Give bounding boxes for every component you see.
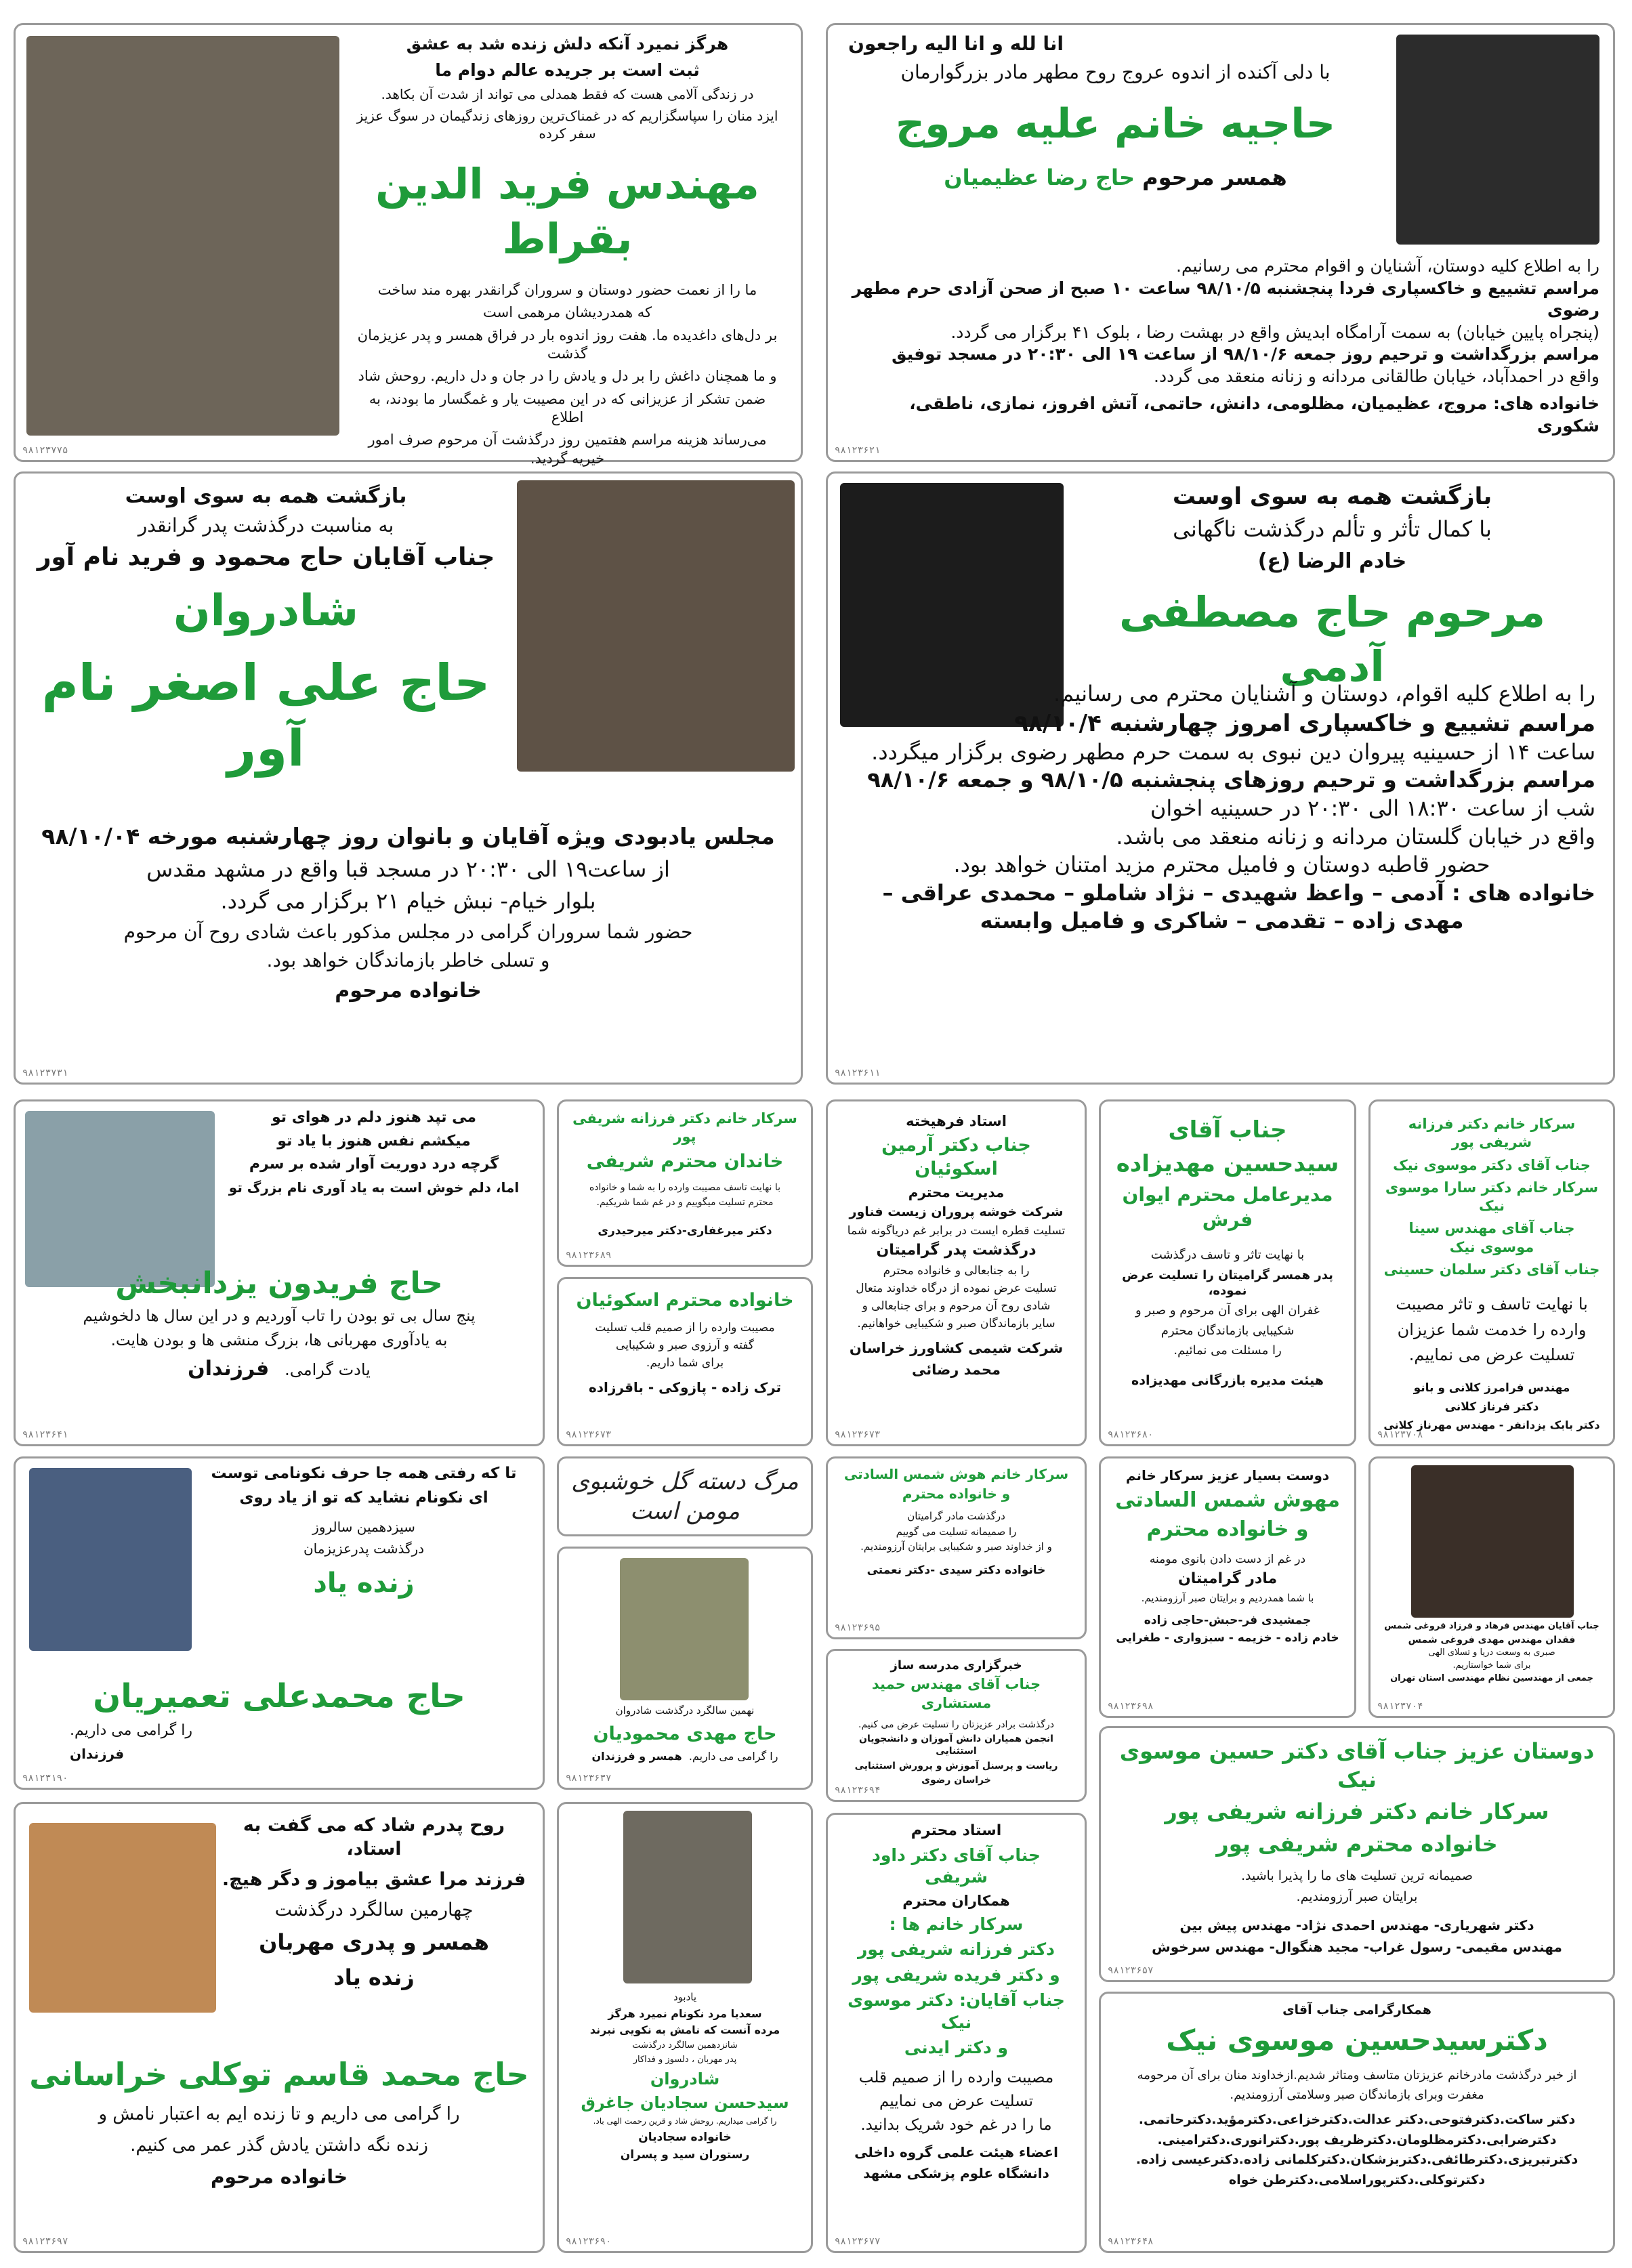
verse-line-2: میکشم نفس هنوز با یاد تو bbox=[277, 1132, 471, 1150]
memorial-label: یادبود bbox=[673, 1991, 697, 2003]
funeral-time: ساعت ۱۴ از حسینیه پیروان دین نبوی به سمت حرم مطهر رضوی برگزار میگردد. bbox=[871, 738, 1595, 765]
company-line: شرکت خوشه پروران زیست فناور bbox=[849, 1204, 1064, 1220]
body-line-4: شکیبایی بازماندگان محترم bbox=[1160, 1323, 1295, 1338]
signature: خانواده مرحوم bbox=[211, 2166, 348, 2189]
body-line-3: را به جنابعالی و خانواده محترم bbox=[883, 1263, 1030, 1278]
signature-line-3: دکترتبریزی.دکترطائفی.دکتربزشکان.دکترکلمانی زاده.دکترعیسی زاده. bbox=[1135, 2152, 1578, 2168]
title-line: خادم الرضا (ع) bbox=[1257, 549, 1407, 573]
ad-code: ۹۸۱۲۳۶۷۳ bbox=[835, 1429, 881, 1440]
ad-code: ۹۸۱۲۳۶۵۷ bbox=[1108, 1965, 1154, 1976]
notice-oskouian-family bbox=[557, 1277, 813, 1446]
ad-code: ۹۸۱۲۳۶۴۱ bbox=[22, 1429, 68, 1440]
body-line-3: بر دل‌های داغدیده ما. هفت روز اندوه بار در فراق همسر و پدر عزیزمان گذشت bbox=[357, 327, 778, 362]
body-line-2: وارده را خدمت شما عزیزان bbox=[1397, 1320, 1587, 1339]
portrait-photo bbox=[26, 36, 339, 436]
portrait-photo bbox=[623, 1811, 752, 1983]
notice-fereydoun-yazdanbakhsh bbox=[14, 1099, 545, 1446]
body-line-2: برای شما خواستاریم. bbox=[1452, 1660, 1531, 1671]
deceased-name: حاج مهدی محمودیان bbox=[593, 1723, 777, 1744]
notice-aliasghar-namavar bbox=[14, 471, 803, 1085]
body-line-3: و از خداوند صبر و شکیبایی برایتان آرزومندیم. bbox=[860, 1540, 1052, 1553]
title-line: همکارگرامی جناب آقای bbox=[1282, 2002, 1431, 2017]
relation-line: همسر و پدری مهربان bbox=[259, 1929, 489, 1956]
ad-code: ۹۸۱۲۳۶۹۸ bbox=[1108, 1701, 1154, 1712]
title-line: استاد محترم bbox=[911, 1822, 1002, 1839]
signature: خانواده مرحوم bbox=[335, 978, 482, 1003]
body-line-2: درگذشت پدر گرامیتان bbox=[876, 1242, 1037, 1259]
spouse-label: همسر مرحوم bbox=[1142, 164, 1287, 190]
portrait-photo bbox=[517, 480, 795, 772]
deceased-name: حاج علی اصغر نام آور bbox=[41, 654, 490, 778]
intro-line-2: ایزد منان را سپاسگزاریم که در غمناک‌ترین روزهای زندگیمان در سوگ عزیز سفر کرده bbox=[356, 108, 778, 142]
body-line-1: درگذشت برادر عزیزتان را تسلیت عرض می کنیم. bbox=[858, 1719, 1054, 1730]
deceased-name: مرحوم حاج مصطفی آدمی bbox=[1119, 587, 1545, 692]
closing-line: حضور قاطبه دوستان و فامیل محترم مزید امتنان خواهد بود. bbox=[953, 852, 1490, 878]
body-line-1: با نهایت تاثر و تاسف درگذشت bbox=[1150, 1248, 1305, 1263]
signature-line-2: رستوران سید و پسران bbox=[620, 2147, 750, 2162]
addressee: خانواده محترم اسکوئیان bbox=[576, 1290, 794, 1311]
notice-foroughishams bbox=[1368, 1456, 1615, 1718]
anniversary-line: نهمین سالگرد درگذشت شادروان bbox=[615, 1704, 755, 1717]
funeral-line-1: مراسم تشییع و خاکسپاری فردا پنجشنبه ۹۸/۱۰/۵ ساعت ۱۰ صبح از صحن آزادی حرم مطهر رضوی bbox=[852, 278, 1599, 320]
ad-code: ۹۸۱۲۳۶۳۷ bbox=[566, 1773, 612, 1784]
notice-alieh-moravej bbox=[826, 23, 1615, 462]
addressee-name: جناب دکتر آرمین اسکوئیان bbox=[881, 1135, 1031, 1180]
body-line-1: با نهایت تاسف مصیبت وارده را به شما و خانواده bbox=[589, 1181, 781, 1193]
signature-line-1: جمشیدی فر-حبش-حاجی زاده bbox=[1144, 1614, 1312, 1628]
ad-code: ۹۸۱۲۳۶۷۳ bbox=[566, 1429, 612, 1440]
relation-line: پدر مهربان ، دلسوز و فداکار bbox=[633, 2054, 737, 2065]
memorial-line-1: مراسم بزرگداشت و ترحیم روز جمعه ۹۸/۱۰/۶ از ساعت ۱۹ الی ۲۰:۳۰ در مسجد توفیق bbox=[892, 344, 1599, 364]
body-line-1: صبری به وسعت دریا و تسلای الهی bbox=[1428, 1647, 1555, 1658]
notice-oskouian-company bbox=[826, 1099, 1087, 1446]
body-line-1: درگذشت مادر گرامیتان bbox=[907, 1510, 1005, 1522]
closing-line-1: حضور شما سروران گرامی در مجلس مذکور باعث شادی روح آن مرحوم bbox=[123, 921, 693, 944]
body-line-3: با شما همدردیم و برایتان صبر آرزومندیم. bbox=[1141, 1591, 1314, 1604]
body-line-2: گفته و آرزوی صبر و شکیبایی bbox=[616, 1339, 754, 1353]
body-line-1: با نهایت تاسف و تاثر مصیبت bbox=[1396, 1295, 1588, 1314]
deceased-name: مهندس فرید الدین بقراط bbox=[375, 159, 759, 264]
title-line: استاد فرهیخته bbox=[906, 1113, 1007, 1129]
body-line-2: که همدردیشان مرهمی است bbox=[482, 304, 652, 321]
portrait-photo bbox=[1411, 1465, 1574, 1618]
verse-line-2: فرزند مرا عشق بیاموز و دگر هیچ. bbox=[222, 1869, 526, 1891]
body-line-1: مصیبت وارده را از صمیم قلب تسلیت bbox=[595, 1321, 775, 1335]
body-line-1: ما را از نعمت حضور دوستان و سروران گرانقدر بهره مند ساخت bbox=[377, 282, 757, 299]
signature-line-2: دکتر فرناز کلانی bbox=[1444, 1400, 1539, 1414]
families-line-2: مهدی زاده – تقدمی – شاکری و فامیل وابسته bbox=[980, 908, 1464, 934]
memorial-line: مراسم بزرگداشت و ترحیم روزهای پنجشنبه ۹۸/۱۰/۵ و جمعه ۹۸/۱۰/۶ bbox=[867, 767, 1595, 793]
portrait-photo bbox=[1396, 35, 1599, 245]
notice-mahdizadeh bbox=[1099, 1099, 1356, 1446]
verse-line-1: روح پدرم شاد که می گفت به استاد، bbox=[243, 1815, 505, 1860]
notice-sharifi-family bbox=[557, 1099, 813, 1267]
intro-line: درگذشت پدرعزیزمان bbox=[303, 1540, 425, 1557]
addressee-line-5: جناب آقایان: دکتر موسوی نیک bbox=[848, 1990, 1065, 2032]
opening-verse: بازگشت همه به سوی اوست bbox=[1172, 483, 1492, 510]
info-line: را به اطلاع کلیه دوستان، آشنایان و اقوام محترم می رسانیم. bbox=[1176, 256, 1599, 276]
ad-code: ۹۸۱۲۳۶۱۱ bbox=[835, 1068, 881, 1078]
ad-code: ۹۸۱۲۳۱۹۰ bbox=[22, 1773, 68, 1784]
portrait-photo bbox=[29, 1823, 216, 2013]
memorial-line-2: واقع در احمدآباد، خیابان طالقانی مردانه و زنانه منعقد می گردد. bbox=[1154, 366, 1599, 386]
body-line: را گرامی می داریم. bbox=[70, 1722, 192, 1740]
signature: خانواده دکتر سیدی -دکتر نعمتی bbox=[866, 1563, 1046, 1577]
body-line-3: یادت گرامی. bbox=[285, 1360, 371, 1379]
body-line-2: مغفرت وبرای بازماندگان صبر وسلامتی آرزومندیم. bbox=[1230, 2087, 1484, 2102]
title-line: خبرگزاری مدرسه ساز bbox=[890, 1658, 1022, 1673]
portrait-photo bbox=[29, 1468, 192, 1651]
verse-line-1: هرگز نمیرد آنکه دلش زنده شد به عشق bbox=[406, 34, 729, 54]
ad-code: ۹۸۱۲۳۷۰۸ bbox=[1377, 1429, 1423, 1440]
anniversary-line: شانزدهمین سالگرد درگذشت bbox=[632, 2040, 738, 2051]
honorific: شادروان bbox=[650, 2069, 720, 2088]
notice-shamsolsadati-2 bbox=[1099, 1456, 1356, 1718]
memorial-time: شب از ساعت ۱۸:۳۰ الی ۲۰:۳۰ در حسینیه اخوان bbox=[1150, 795, 1595, 821]
verse-line-2: ثبت است بر جریده عالم دوام ما bbox=[435, 60, 700, 80]
addressee-line-3: دکتر فرزانه شریفی پور bbox=[858, 1939, 1055, 1960]
ad-code: ۹۸۱۲۳۶۴۸ bbox=[1108, 2236, 1154, 2247]
addressee-name: جناب آقای مهندس حمید مستشاری bbox=[871, 1676, 1041, 1711]
ad-code: ۹۸۱۲۳۶۸۰ bbox=[1108, 1429, 1154, 1440]
families-line: خانواده های: مروج، عظیمیان، مظلومی، دانش، حاتمی، آتش افروز، نمازی، ناطقی، شکوری bbox=[909, 394, 1599, 436]
body-line-1: در غم از دست دادن بانوی مومنه bbox=[1149, 1553, 1306, 1566]
portrait-photo bbox=[620, 1558, 749, 1700]
verse-line-4: اما، دلم خوش است به یاد آوری نام بزرگ تو bbox=[228, 1179, 520, 1196]
body-line-3: برای شما داریم. bbox=[646, 1356, 724, 1370]
body-line-2: برایتان صبر آرزومندیم. bbox=[1296, 1889, 1418, 1905]
ad-code: ۹۸۱۲۳۷۷۵ bbox=[22, 445, 68, 456]
signature-line-2: دانشگاه علوم پزشکی مشهد bbox=[863, 2164, 1049, 2181]
verse-line-2: ای نکونام نشاید که تو از یاد روی bbox=[239, 1488, 488, 1507]
body-line-1: صمیمانه ترین تسلیت های ما را پذیرا باشید. bbox=[1241, 1868, 1473, 1884]
body-line-1: مصیبت وارده را از صمیم قلب bbox=[858, 2068, 1054, 2086]
body-line-1: پنج سال بی تو بودن را تاب آوردیم و در این سال ها دلخوشیم bbox=[83, 1307, 476, 1326]
body-line-5: ضمن تشکر از عزیزانی که در این مصیبت یار و غمگسار ما بودند، به اطلاع bbox=[369, 390, 766, 425]
signature-name: محمد رضائی bbox=[911, 1361, 1001, 1378]
body-line: را گرامی می داریم. bbox=[688, 1749, 778, 1763]
body-line-5: شادی روح آن مرحوم و برای جنابعالی و bbox=[862, 1299, 1051, 1314]
addressee-line-1: سرکار خانم دکتر فرزانه شریفی پور bbox=[572, 1110, 797, 1146]
ad-code: ۹۸۱۲۳۶۲۱ bbox=[835, 445, 881, 456]
deceased-name: حاج محمد قاسم توکلی خراسانی bbox=[29, 2056, 529, 2093]
deceased-name: سیدحسن سجادیان جاغرق bbox=[581, 2093, 789, 2113]
addressee-line-1: سرکار خانم هوش شمس السادتی bbox=[843, 1466, 1069, 1482]
addressee-line-6: و دکتر ایدنی bbox=[904, 2038, 1009, 2058]
signature-line-1: خانواده سجادیان bbox=[638, 2130, 732, 2144]
body-line-2: زنده نگه داشتن یادش گذر عمر می کنیم. bbox=[130, 2135, 428, 2156]
sons-line: جناب آقایان حاج محمود و فرید نام آور bbox=[37, 543, 495, 572]
notice-faridoddin-boghrat bbox=[14, 23, 803, 467]
colleagues-line: همکاران محترم bbox=[902, 1892, 1010, 1909]
deceased-name: حاج محمدعلی تعمیریان bbox=[93, 1677, 465, 1715]
ad-code: ۹۸۱۲۳۶۸۹ bbox=[566, 1250, 612, 1261]
calligraphy-text: مرگ دسته گل خوشبوی مومن است bbox=[571, 1467, 799, 1525]
intro-line: با دلی آکنده از اندوه عروج روح مطهر مادر بزرگوارمان bbox=[900, 61, 1331, 84]
signature: جمعی از مهندسین نظام مهندسی استان تهران bbox=[1390, 1673, 1593, 1683]
families-line-1: خانواده های : آدمی – واعظ شهیدی – نژاد شاملو – محمدی عراقی – bbox=[882, 879, 1595, 906]
opening-verse: بازگشت همه به سوی اوست bbox=[125, 484, 407, 508]
addressee-line-1: دوستان عزیز جناب آقای دکتر حسین موسوی نیک bbox=[1119, 1738, 1595, 1792]
ad-code: ۹۸۱۲۳۶۹۰ bbox=[566, 2236, 612, 2247]
body-line-2: به یادآوری مهربانی ها، بزرگ منشی ها و بودن هایت. bbox=[110, 1332, 448, 1350]
notice-mostafa-adami bbox=[826, 471, 1615, 1085]
body-line-2: پدر همسر گرامیتان را تسلیت عرض نموده، bbox=[1122, 1267, 1333, 1298]
body-line-1: از خبر درگذشت مادرخانم عزیزتان متاسف ومتاثر شدیم.ازخداوند منان برای آن مرحومه bbox=[1137, 2068, 1577, 2083]
body-line: را گرامی میداریم. روحش شاد و قرین رحمت الهی باد. bbox=[593, 2116, 777, 2126]
ceremony-line-3: بلوار خیام- نبش خیام ۲۱ برگزار می گردد. bbox=[220, 888, 596, 915]
signature-line-1: انجمن همیاران دانش آموزان و دانشجویان استثنایی bbox=[859, 1734, 1053, 1757]
signature-company: شرکت شیمی کشاورز خراسان bbox=[849, 1340, 1064, 1357]
calligraphy-banner bbox=[557, 1456, 813, 1536]
verse-line-3: گرچه درد دوریت آوار شده بر سرم bbox=[249, 1156, 499, 1173]
notice-seyedhasan-sajjadian bbox=[557, 1802, 813, 2253]
body-line-2: مادر گرامیتان bbox=[1177, 1570, 1278, 1588]
notice-mehdi-mahmoudian bbox=[557, 1547, 813, 1790]
ceremony-line-1: مجلس یادبودی ویژه آقایان و بانوان روز چهارشنبه مورخه ۹۸/۱۰/۰۴ bbox=[41, 823, 775, 849]
body-line-4: و ما همچنان داغش را بر دل و یادش را در جان و دل داریم. روحش شاد bbox=[358, 368, 777, 385]
addressee-line-2: سرکار خانم ها : bbox=[889, 1914, 1024, 1934]
signature-line-1: دکتر ساکت.دکترفتوحی.دکتر عدالت.دکترخزاعی.دکترمؤید.دکترحاتمی. bbox=[1138, 2112, 1576, 2128]
addressee-name: دکترسیدحسین موسوی نیک bbox=[1166, 2023, 1548, 2057]
notice-mohammadali-tamirian bbox=[14, 1456, 545, 1790]
addressee-line: جناب آقایان مهندس فرهاد و فرزاد فروغی شمس bbox=[1384, 1621, 1599, 1631]
signature-line-2: دکترضرابی.دکترمظلومان.دکترظریف پور.دکترانوری.دکترامینی. bbox=[1157, 2132, 1557, 2147]
addressee-line-1: سرکار خانم دکتر فرزانه شریفی پور bbox=[1408, 1116, 1576, 1151]
notice-davood-sharifi bbox=[826, 1813, 1087, 2253]
info-line: را به اطلاع کلیه اقوام، دوستان و آشنایان محترم می رسانیم. bbox=[1053, 681, 1595, 707]
signature: دکتر میرغفاری-دکتر میرحیدری bbox=[598, 1224, 772, 1238]
verse-line-1: تا که رفتی همه جا حرف نکونامی توست bbox=[211, 1465, 517, 1482]
signature-line-4: دکترتوکلی.دکترپوراسلامی.دکترطن خواه bbox=[1228, 2172, 1486, 2188]
ad-code: ۹۸۱۲۳۶۹۵ bbox=[835, 1622, 881, 1633]
addressee-line-2: سرکار خانم دکتر فرزانه شریفی پور bbox=[1165, 1799, 1549, 1825]
deceased-name: حاج فریدون یزدانبخش bbox=[115, 1266, 443, 1301]
addressee-line-4: و دکتر فریده شریفی پور bbox=[852, 1965, 1060, 1985]
notice-sharifipour-kalani bbox=[1368, 1099, 1615, 1446]
addressee-line-1: جناب آقای دکتر داود شریفی bbox=[872, 1845, 1041, 1887]
addressee-line-5: جناب آقای دکتر سلمان حسینی bbox=[1383, 1261, 1600, 1278]
verse-line-1: سعدیا مرد نکونام نمیرد هرگز bbox=[608, 2007, 762, 2020]
signature-line-2: ریاست و پرسنل آموزش و پرورش استثنایی bbox=[854, 1760, 1058, 1771]
signature-line-2: مهندس مقیمی- رسول غراب- مجید هنگوال- مهندس سرخوش bbox=[1152, 1938, 1562, 1955]
ad-code: ۹۸۱۲۳۷۰۴ bbox=[1377, 1701, 1423, 1712]
ad-code: ۹۸۱۲۳۶۹۷ bbox=[22, 2236, 68, 2247]
role-line: مدیریت محترم bbox=[908, 1184, 1005, 1201]
notice-mousavinik-colleagues bbox=[1099, 1992, 1615, 2253]
body-line-3: ما را در غم خود شریک بدانید. bbox=[860, 2116, 1052, 2134]
signature: ترک زاده - پازوکی - باقرزاده bbox=[588, 1379, 782, 1396]
addressee-title: جناب آقای bbox=[1168, 1116, 1287, 1143]
signature: فرزندان bbox=[188, 1356, 270, 1381]
deceased-name: حاجیه خانم علیه مروج bbox=[895, 100, 1336, 148]
verse-line-2: مرده آنست که نامش به نکویی نبرند bbox=[589, 2023, 780, 2037]
ad-code: ۹۸۱۲۳۷۳۱ bbox=[22, 1068, 68, 1078]
funeral-line: مراسم تشییع و خاکسپاری امروز چهارشنبه ۹۸/۱۰/۴ bbox=[1014, 709, 1595, 737]
body-line-6: می‌رساند هزینه مراسم هفتمین روز درگذشت آن مرحوم صرف امور خیریه گردید. bbox=[368, 432, 767, 467]
addressee-name: مهوش شمس السادتی bbox=[1115, 1488, 1340, 1512]
addressee-family: و خانواده محترم bbox=[1146, 1517, 1309, 1541]
signature-line-3: دکتر بابک یزدانفر - مهندس مهرناز کلانی bbox=[1383, 1419, 1600, 1432]
signature: فرزندان bbox=[70, 1745, 125, 1762]
verse-line-1: می تپد هنوز دلم در هوای تو bbox=[271, 1109, 477, 1126]
title-line: دوست بسیار عزیز سرکار خانم bbox=[1125, 1467, 1330, 1484]
memorial-label: زنده یاد bbox=[313, 1567, 415, 1599]
ad-code: ۹۸۱۲۳۶۹۴ bbox=[835, 1785, 881, 1796]
addressee-line-2: خاندان محترم شریفی bbox=[586, 1150, 784, 1172]
notice-mohammadghasem-tavakoli bbox=[14, 1802, 545, 2253]
spouse-name: حاج رضا عظیمیان bbox=[944, 164, 1135, 190]
body-line-4: تسلیت عرض نموده از درگاه خداوند متعال bbox=[856, 1281, 1057, 1295]
funeral-line-2: (پنجراه پایین خیابان) به سمت آرامگاه ابدیش واقع در بهشت رضا ، بلوک ۴۱ برگزار می گردد. bbox=[950, 322, 1599, 342]
loss-line: فقدان مهندس مهدی فروغی شمس bbox=[1408, 1634, 1576, 1645]
signature-line-1: اعضاء هیئت علمی گروه داخلی bbox=[854, 2143, 1058, 2160]
body-line-2: تسلیت عرض می نماییم bbox=[879, 2092, 1034, 2110]
opening-verse: انا لله و انا الیه راجعون bbox=[848, 33, 1064, 55]
body-line-2: را صمیمانه تسلیت می گوییم bbox=[896, 1525, 1017, 1538]
closing-line-2: و تسلی خاطر بازماندگان خواهد بود. bbox=[266, 949, 550, 972]
ad-code: ۹۸۱۲۳۶۷۷ bbox=[835, 2236, 881, 2247]
anniversary-line: سیزدهمین سالروز bbox=[312, 1518, 415, 1535]
body-line-6: سایر بازماندگان صبر و شکیبایی خواهانیم. bbox=[857, 1317, 1055, 1331]
signature-line-3: خراسان رضوی bbox=[921, 1774, 991, 1786]
notice-mousavinik-friends bbox=[1099, 1726, 1615, 1982]
notice-shamsolsadati-1 bbox=[826, 1456, 1087, 1639]
honorific: شادروان bbox=[173, 586, 358, 637]
addressee-line-2: جناب آقای دکتر موسوی نیک bbox=[1393, 1156, 1591, 1173]
memorial-place: واقع در خیابان گلستان مردانه و زنانه منعقد می باشد. bbox=[1116, 823, 1595, 849]
addressee-line-3: خانواده محترم شریفی پور bbox=[1216, 1830, 1498, 1857]
body-line-3: غفران الهی برای آن مرحوم و صبر و bbox=[1135, 1303, 1320, 1318]
signature: هیئت مدیره بازرگانی مهدیزاده bbox=[1131, 1372, 1324, 1388]
signature: همسر و فرزندان bbox=[591, 1749, 682, 1763]
notice-hamid-mostashari bbox=[826, 1649, 1087, 1802]
body-line-3: تسلیت عرض می نماییم. bbox=[1408, 1345, 1575, 1364]
anniversary-line: چهارمین سالگرد درگذشت bbox=[274, 1899, 474, 1921]
memorial-label: زنده یاد bbox=[333, 1964, 415, 1990]
intro-line: به مناسبت درگذشت پدر گرانقدر bbox=[138, 514, 394, 537]
intro-line: با کمال تأثر و تألم درگذشت ناگهانی bbox=[1173, 516, 1492, 543]
addressee-role: مدیرعامل محترم ایوان فرش bbox=[1122, 1183, 1333, 1231]
addressee-name: سیدحسین مهدیزاده bbox=[1116, 1150, 1339, 1178]
body-line-2: محترم تسلیت میگوییم و در غم شما شریکیم. bbox=[596, 1196, 774, 1208]
addressee-line-3: سرکار خانم دکتر سارا موسوی نیک bbox=[1385, 1179, 1599, 1215]
signature-line-1: دکتر شهریاری- مهندس احمدی نژاد- مهندس پیش بین bbox=[1179, 1916, 1534, 1933]
addressee-line-2: و خانواده محترم bbox=[902, 1486, 1011, 1502]
body-line-1: را گرامی می داریم و تا زنده ایم به اعتبار نامش و bbox=[98, 2103, 460, 2124]
signature-line-1: مهندس فرامرز کلانی و بانو bbox=[1413, 1381, 1570, 1395]
addressee-line-4: جناب آقای مهندس سینا موسوی نیک bbox=[1408, 1220, 1575, 1255]
ceremony-line-2: از ساعت۱۹ الی ۲۰:۳۰ در مسجد قبا واقع در مشهد مقدس bbox=[146, 856, 670, 882]
intro-line-1: در زندگی آلامی هست که فقط همدلی می تواند از شدت آن بکاهد. bbox=[381, 86, 754, 102]
body-line-5: را مسئلت می نمائیم. bbox=[1173, 1343, 1282, 1358]
signature-line-2: خادم زاده - خزیمه - سبزواری - طغرایی bbox=[1116, 1631, 1339, 1645]
portrait-photo bbox=[25, 1111, 215, 1287]
body-line-1: تسلیت قطره ایست در برابر غم دریاگونه شما bbox=[847, 1224, 1066, 1238]
